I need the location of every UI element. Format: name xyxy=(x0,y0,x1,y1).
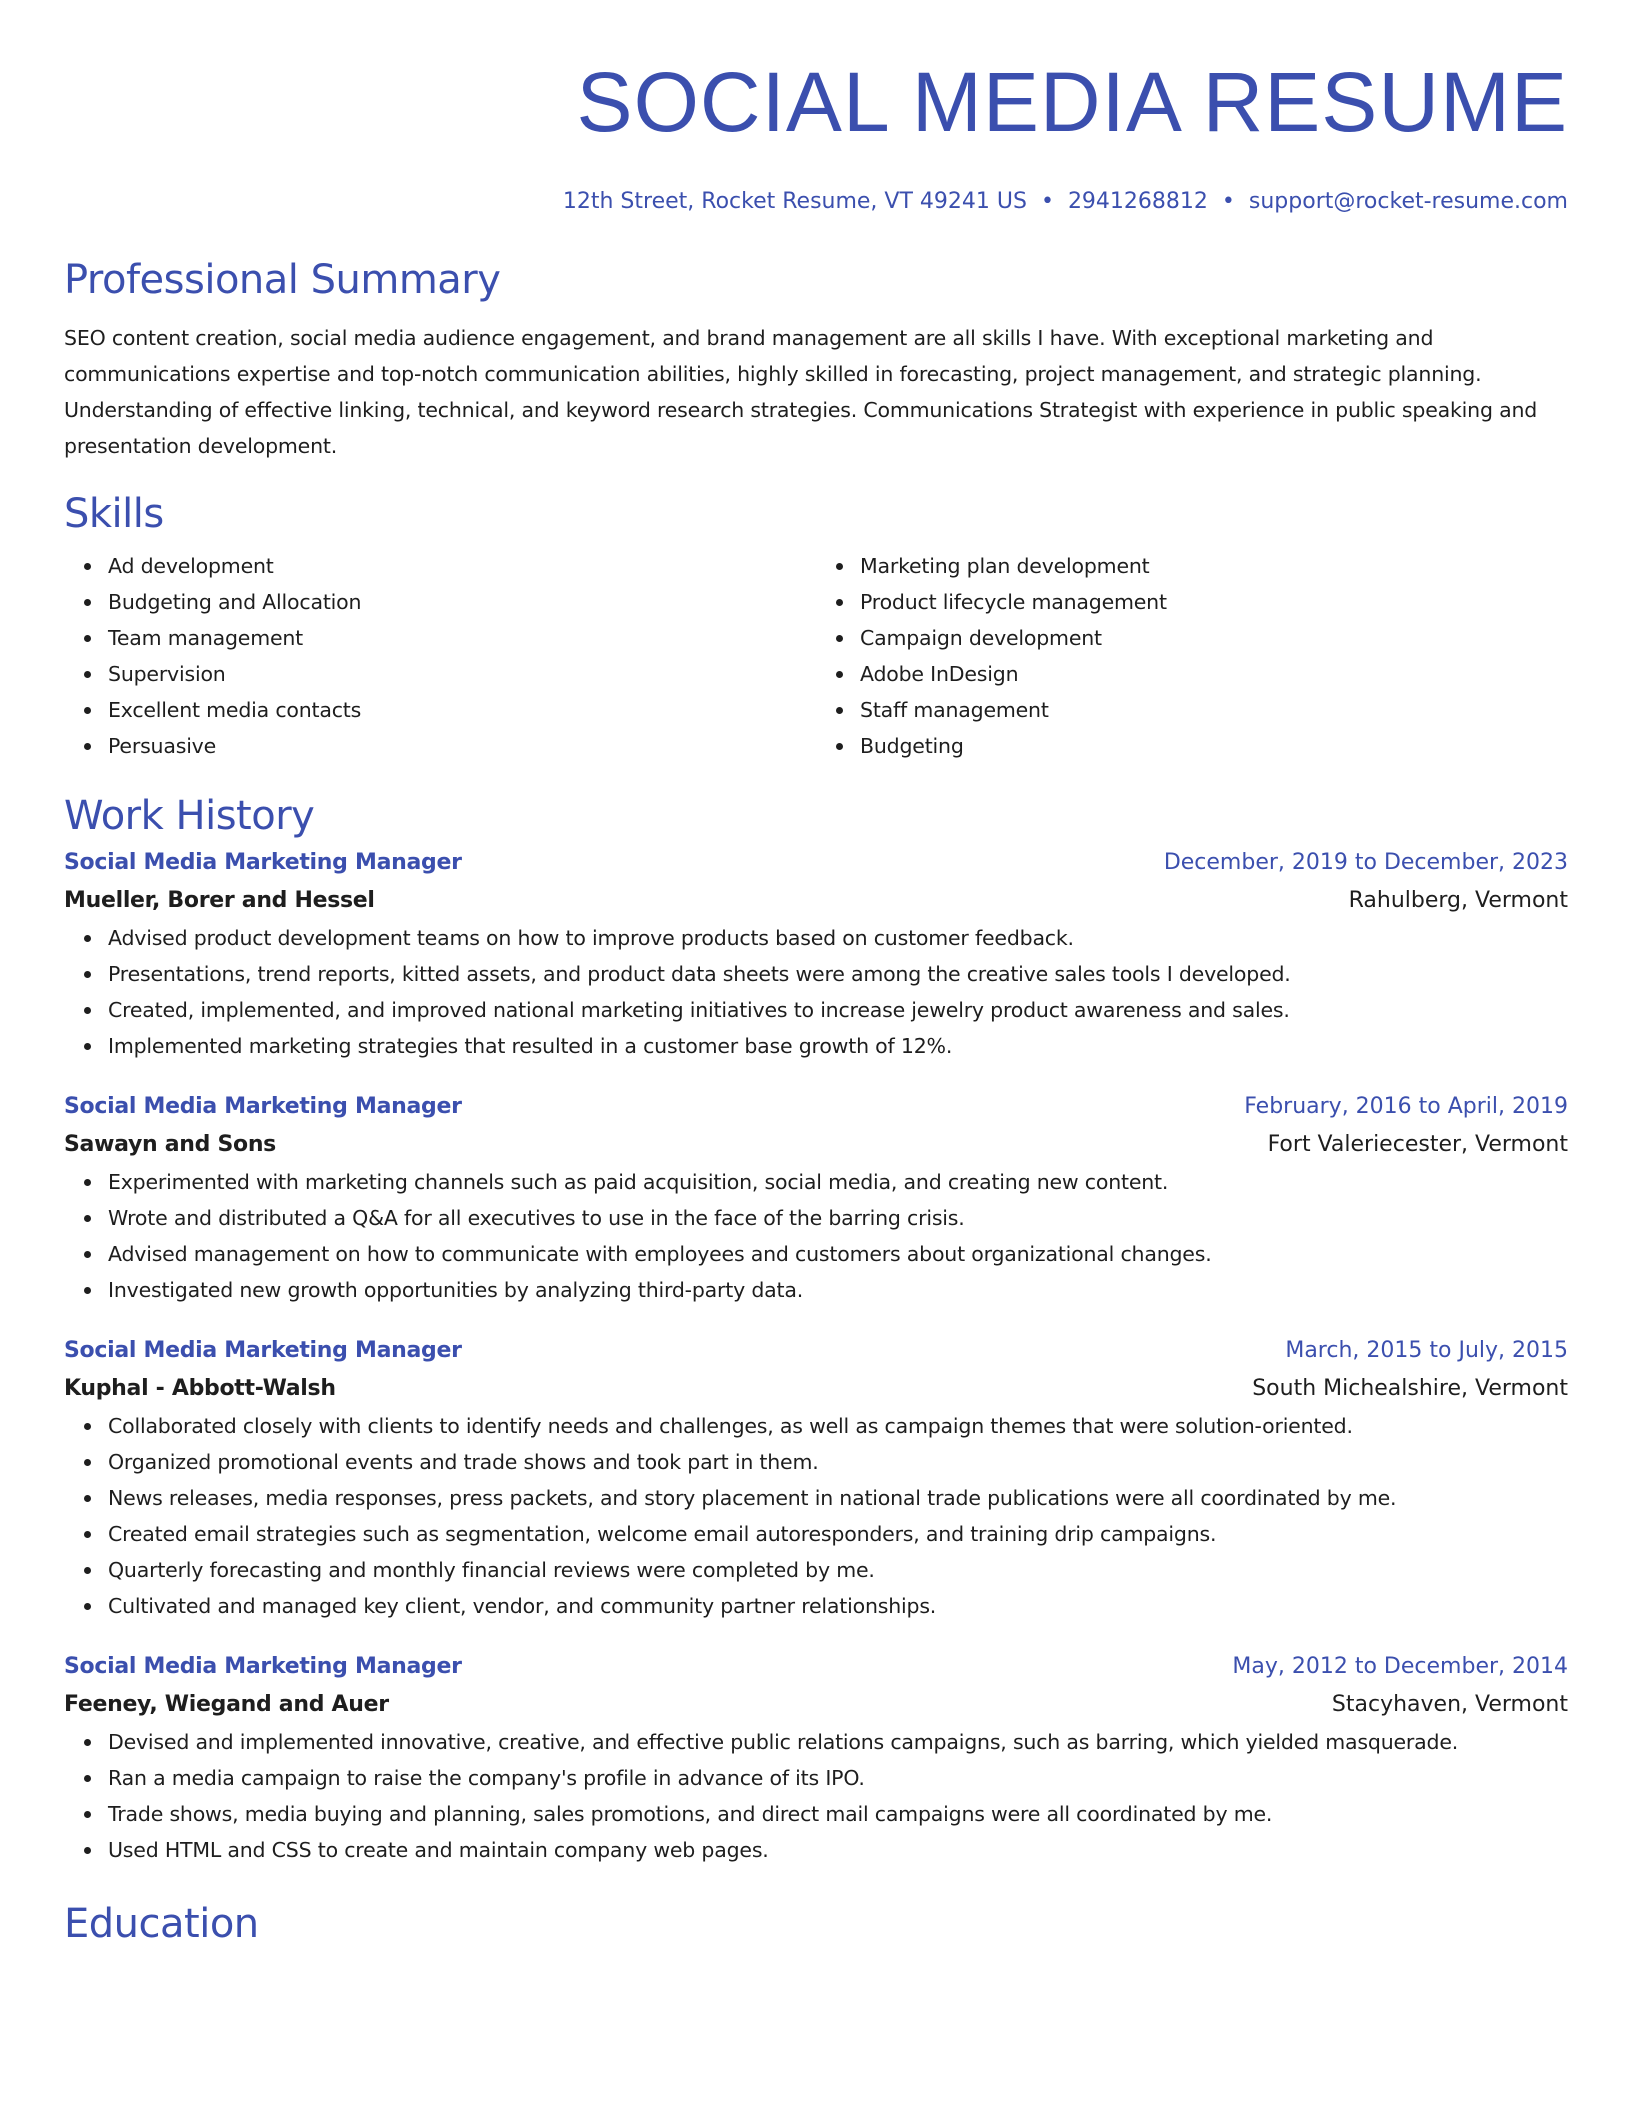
work-history-title: Work History xyxy=(64,793,315,839)
job-entry xyxy=(64,1332,1568,1624)
job-company-row xyxy=(64,882,1568,920)
education-title: Education xyxy=(64,1901,259,1947)
contact-separator: • xyxy=(1221,189,1235,214)
job-entry xyxy=(64,844,1568,1064)
job-company-row xyxy=(64,1686,1568,1724)
job-bullet: Cultivated and managed key client, vendor, and community partner relationships. xyxy=(108,1588,1568,1624)
job-bullet: Investigated new growth opportunities by analyzing third-party data. xyxy=(108,1272,1568,1308)
skill-item: Product lifecycle management xyxy=(860,584,1568,620)
job-location: South Michealshire, Vermont xyxy=(1252,1376,1568,1401)
job-bullet: Used HTML and CSS to create and maintain company web pages. xyxy=(108,1832,1568,1868)
skill-item: Staff management xyxy=(860,692,1568,728)
job-dates: December, 2019 to December, 2023 xyxy=(1163,850,1568,875)
contact-line xyxy=(64,188,1568,216)
job-bullet: Implemented marketing strategies that resulted in a customer base growth of 12%. xyxy=(108,1028,1568,1064)
job-bullets xyxy=(64,1164,1568,1308)
summary-section xyxy=(64,252,1568,464)
job-company: Feeney, Wiegand and Auer xyxy=(64,1692,389,1717)
job-header-row xyxy=(64,1332,1568,1370)
job-dates: May, 2012 to December, 2014 xyxy=(1232,1654,1568,1679)
contact-separator: • xyxy=(1040,189,1054,214)
job-bullet: Advised product development teams on how to improve products based on customer feedback. xyxy=(108,920,1568,956)
job-bullet: Ran a media campaign to raise the company's profile in advance of its IPO. xyxy=(108,1760,1568,1796)
job-bullet: News releases, media responses, press packets, and story placement in national trade publications were all coordinated by me. xyxy=(108,1480,1568,1516)
job-title: Social Media Marketing Manager xyxy=(64,1094,462,1119)
job-bullet: Devised and implemented innovative, creative, and effective public relations campaigns, such as barring, which yielded masquerade. xyxy=(108,1724,1568,1760)
skill-item: Ad development xyxy=(108,548,816,584)
skill-item: Campaign development xyxy=(860,620,1568,656)
job-bullet: Wrote and distributed a Q&A for all executives to use in the face of the barring crisis. xyxy=(108,1200,1568,1236)
job-entry xyxy=(64,1088,1568,1308)
contact-email: support@rocket-resume.com xyxy=(1248,189,1568,214)
skill-item: Persuasive xyxy=(108,728,816,764)
job-bullet: Advised management on how to communicate with employees and customers about organizational changes. xyxy=(108,1236,1568,1272)
summary-text: SEO content creation, social media audience engagement, and brand management are all skills I have. With exceptional marketing and communications expertise and top-notch communication abilities, highly skilled in forecasting, project management, and strategic planning. Understanding of effective linking, technical, and keyword research strategies. Communications Strategist with experience in public speaking and presentation development. xyxy=(64,326,1538,458)
job-bullet: Presentations, trend reports, kitted assets, and product data sheets were among the creative sales tools I developed. xyxy=(108,956,1568,992)
skill-item: Budgeting xyxy=(860,728,1568,764)
job-dates: March, 2015 to July, 2015 xyxy=(1285,1338,1568,1363)
skill-item: Budgeting and Allocation xyxy=(108,584,816,620)
skill-item: Team management xyxy=(108,620,816,656)
job-title: Social Media Marketing Manager xyxy=(64,1338,462,1363)
contact-phone: 2941268812 xyxy=(1067,189,1208,214)
job-bullet: Created email strategies such as segmentation, welcome email autoresponders, and training drip campaigns. xyxy=(108,1516,1568,1552)
resume-name: SOCIAL MEDIA RESUME xyxy=(576,55,1568,149)
job-company-row xyxy=(64,1126,1568,1164)
job-bullets xyxy=(64,920,1568,1064)
job-title: Social Media Marketing Manager xyxy=(64,1654,462,1679)
contact-address: 12th Street, Rocket Resume, VT 49241 US xyxy=(562,189,1027,214)
skill-item: Excellent media contacts xyxy=(108,692,816,728)
job-location: Fort Valeriecester, Vermont xyxy=(1267,1132,1568,1157)
skill-item: Marketing plan development xyxy=(860,548,1568,584)
skill-item: Adobe InDesign xyxy=(860,656,1568,692)
job-company-row xyxy=(64,1370,1568,1408)
job-header-row xyxy=(64,844,1568,882)
job-bullet: Experimented with marketing channels such as paid acquisition, social media, and creating new content. xyxy=(108,1164,1568,1200)
job-location: Stacyhaven, Vermont xyxy=(1331,1692,1568,1717)
resume-header xyxy=(64,0,1568,216)
job-bullet: Created, implemented, and improved national marketing initiatives to increase jewelry product awareness and sales. xyxy=(108,992,1568,1028)
job-dates: February, 2016 to April, 2019 xyxy=(1244,1094,1568,1119)
job-header-row xyxy=(64,1088,1568,1126)
job-title: Social Media Marketing Manager xyxy=(64,850,462,875)
job-bullets xyxy=(64,1724,1568,1868)
job-bullet: Trade shows, media buying and planning, sales promotions, and direct mail campaigns were all coordinated by me. xyxy=(108,1796,1568,1832)
job-location: Rahulberg, Vermont xyxy=(1348,888,1568,913)
job-bullets xyxy=(64,1408,1568,1624)
skills-column-left xyxy=(64,548,816,764)
job-header-row xyxy=(64,1648,1568,1686)
education-section xyxy=(64,1896,1568,1952)
job-entry xyxy=(64,1648,1568,1868)
job-bullet: Collaborated closely with clients to identify needs and challenges, as well as campaign themes that were solution-oriented. xyxy=(108,1408,1568,1444)
job-company: Mueller, Borer and Hessel xyxy=(64,888,375,913)
skills-column-right xyxy=(816,548,1568,764)
job-bullet: Quarterly forecasting and monthly financial reviews were completed by me. xyxy=(108,1552,1568,1588)
job-bullet: Organized promotional events and trade shows and took part in them. xyxy=(108,1444,1568,1480)
job-company: Kuphal - Abbott-Walsh xyxy=(64,1376,336,1401)
skills-title: Skills xyxy=(64,491,164,537)
skills-grid xyxy=(64,548,1568,764)
work-history-section xyxy=(64,788,1568,1868)
summary-title: Professional Summary xyxy=(64,257,501,303)
job-company: Sawayn and Sons xyxy=(64,1132,276,1157)
skill-item: Supervision xyxy=(108,656,816,692)
skills-section xyxy=(64,486,1568,764)
